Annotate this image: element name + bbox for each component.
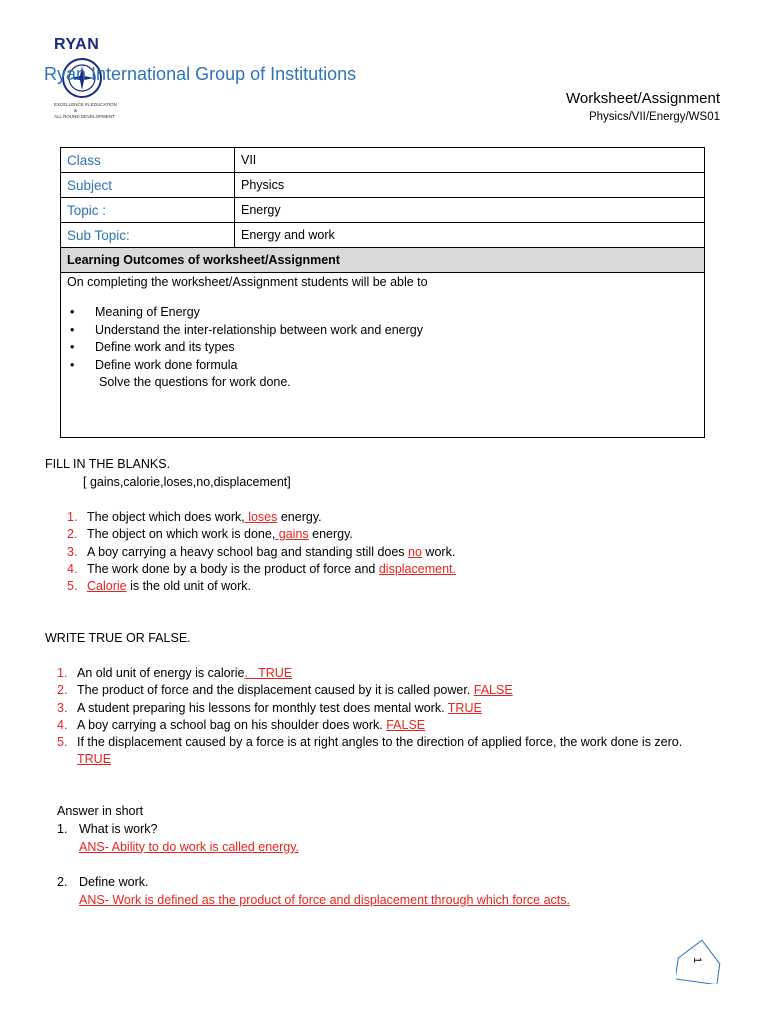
outcome-item: • Define work and its types xyxy=(67,339,698,357)
outcome-item: • Meaning of Energy xyxy=(67,304,698,322)
table-row xyxy=(61,223,705,248)
logo-tagline-2: & xyxy=(74,108,78,113)
question-text: Define work. xyxy=(79,875,149,889)
outcome-item: • Define work done formula xyxy=(67,357,698,375)
answer-text: Calorie xyxy=(87,579,127,594)
question-text: A boy carrying a heavy school bag and standing still does xyxy=(87,544,409,559)
question-text: What is work? xyxy=(79,822,158,836)
doc-code: Physics/VII/Energy/WS01 xyxy=(588,111,720,123)
outcomes-list xyxy=(67,304,698,374)
org-title: Ryan International Group of Institutions xyxy=(44,64,357,84)
list-item xyxy=(57,717,717,734)
page-number: 1 xyxy=(691,956,704,964)
question-text: An old unit of energy is calorie xyxy=(77,666,245,680)
list-item xyxy=(57,700,717,717)
question-number: 1. xyxy=(57,822,68,836)
topic-label: Topic : xyxy=(61,198,235,223)
topic-value: Energy xyxy=(235,198,705,223)
question-number: 2. xyxy=(57,683,68,698)
question-number: 4. xyxy=(57,717,68,732)
subject-label: Subject xyxy=(61,173,235,198)
fill-blanks-heading: FILL IN THE BLANKS. xyxy=(45,457,171,471)
answer-text: no xyxy=(408,544,422,559)
answer-text: FALSE xyxy=(386,717,426,732)
short-answer-item xyxy=(57,821,717,856)
true-false-heading: WRITE TRUE OR FALSE. xyxy=(45,631,191,645)
table-row xyxy=(61,248,705,273)
list-item xyxy=(67,561,717,578)
answer-text: FALSE xyxy=(473,683,513,698)
subtopic-value: Energy and work xyxy=(235,223,705,248)
outcome-extra: Solve the questions for work done. xyxy=(99,375,291,389)
question-number: 2. xyxy=(57,875,68,889)
question-text: The work done by a body is the product of force and xyxy=(87,561,379,576)
short-answer-item xyxy=(57,874,717,909)
class-label: Class xyxy=(61,148,235,173)
question-number: 3. xyxy=(57,700,68,715)
true-false-list xyxy=(57,665,717,769)
question-number: 4. xyxy=(67,561,78,576)
answer-text: ANS- Work is defined as the product of force and displacement through which force acts. xyxy=(79,892,570,907)
table-row xyxy=(61,198,705,223)
answer-text: ANS- Ability to do work is called energy. xyxy=(79,839,300,854)
doc-title: Worksheet/Assignment xyxy=(566,90,720,107)
list-item xyxy=(67,526,717,543)
logo-wordmark: RYAN xyxy=(54,36,100,53)
list-item xyxy=(67,509,717,526)
question-text: A boy carrying a school bag on his shoulder does work. xyxy=(77,717,387,732)
question-text: If the displacement caused by a force is at right angles to the direction of applied force, the work done is zero. xyxy=(77,735,683,750)
list-item xyxy=(57,682,717,699)
class-value: VII xyxy=(235,148,705,173)
outcomes-cell xyxy=(61,273,705,438)
answer-text: gains xyxy=(275,527,309,542)
subtopic-label: Sub Topic: xyxy=(61,223,235,248)
short-answer-heading: Answer in short xyxy=(57,804,144,818)
word-bank: [ gains,calorie,loses,no,displacement] xyxy=(83,475,291,489)
answer-text: loses xyxy=(244,510,278,524)
outcomes-heading: Learning Outcomes of worksheet/Assignment xyxy=(61,248,705,273)
question-number: 1. xyxy=(67,510,78,524)
list-item xyxy=(67,578,717,595)
question-text: work. xyxy=(421,544,456,559)
info-table xyxy=(60,147,705,438)
question-number: 3. xyxy=(67,544,78,559)
list-item xyxy=(57,734,717,769)
table-row xyxy=(61,173,705,198)
page-number-badge xyxy=(676,938,722,984)
outcomes-intro: On completing the worksheet/Assignment students will be able to xyxy=(67,275,428,289)
question-number: 2. xyxy=(67,527,78,542)
question-text: The object on which work is done, xyxy=(87,527,276,542)
answer-text: TRUE xyxy=(77,752,112,767)
answer-text: displacement. xyxy=(378,561,456,576)
logo-tagline-3: ALL ROUND DEVELOPMENT xyxy=(54,114,115,119)
question-text: The product of force and the displacement caused by it is called power. xyxy=(77,683,474,698)
question-text: is the old unit of work. xyxy=(126,579,251,594)
question-number: 1. xyxy=(57,666,68,680)
question-number: 5. xyxy=(57,735,68,750)
question-text: energy. xyxy=(277,510,322,524)
question-text: The object which does work, xyxy=(87,510,245,524)
list-item xyxy=(57,665,717,682)
answer-text: . TRUE xyxy=(244,666,293,680)
question-number: 5. xyxy=(67,579,78,594)
list-item xyxy=(67,544,717,561)
question-text: A student preparing his lessons for monthly test does mental work. xyxy=(77,700,448,715)
subject-value: Physics xyxy=(235,173,705,198)
answer-text: TRUE xyxy=(447,700,482,715)
fill-blanks-list xyxy=(67,509,717,595)
table-row xyxy=(61,148,705,173)
table-row xyxy=(61,273,705,438)
question-text: energy. xyxy=(308,527,353,542)
logo-tagline-1: EXCELLENCE IN EDUCATION xyxy=(54,102,117,107)
outcome-item: • Understand the inter-relationship between work and energy xyxy=(67,322,698,340)
